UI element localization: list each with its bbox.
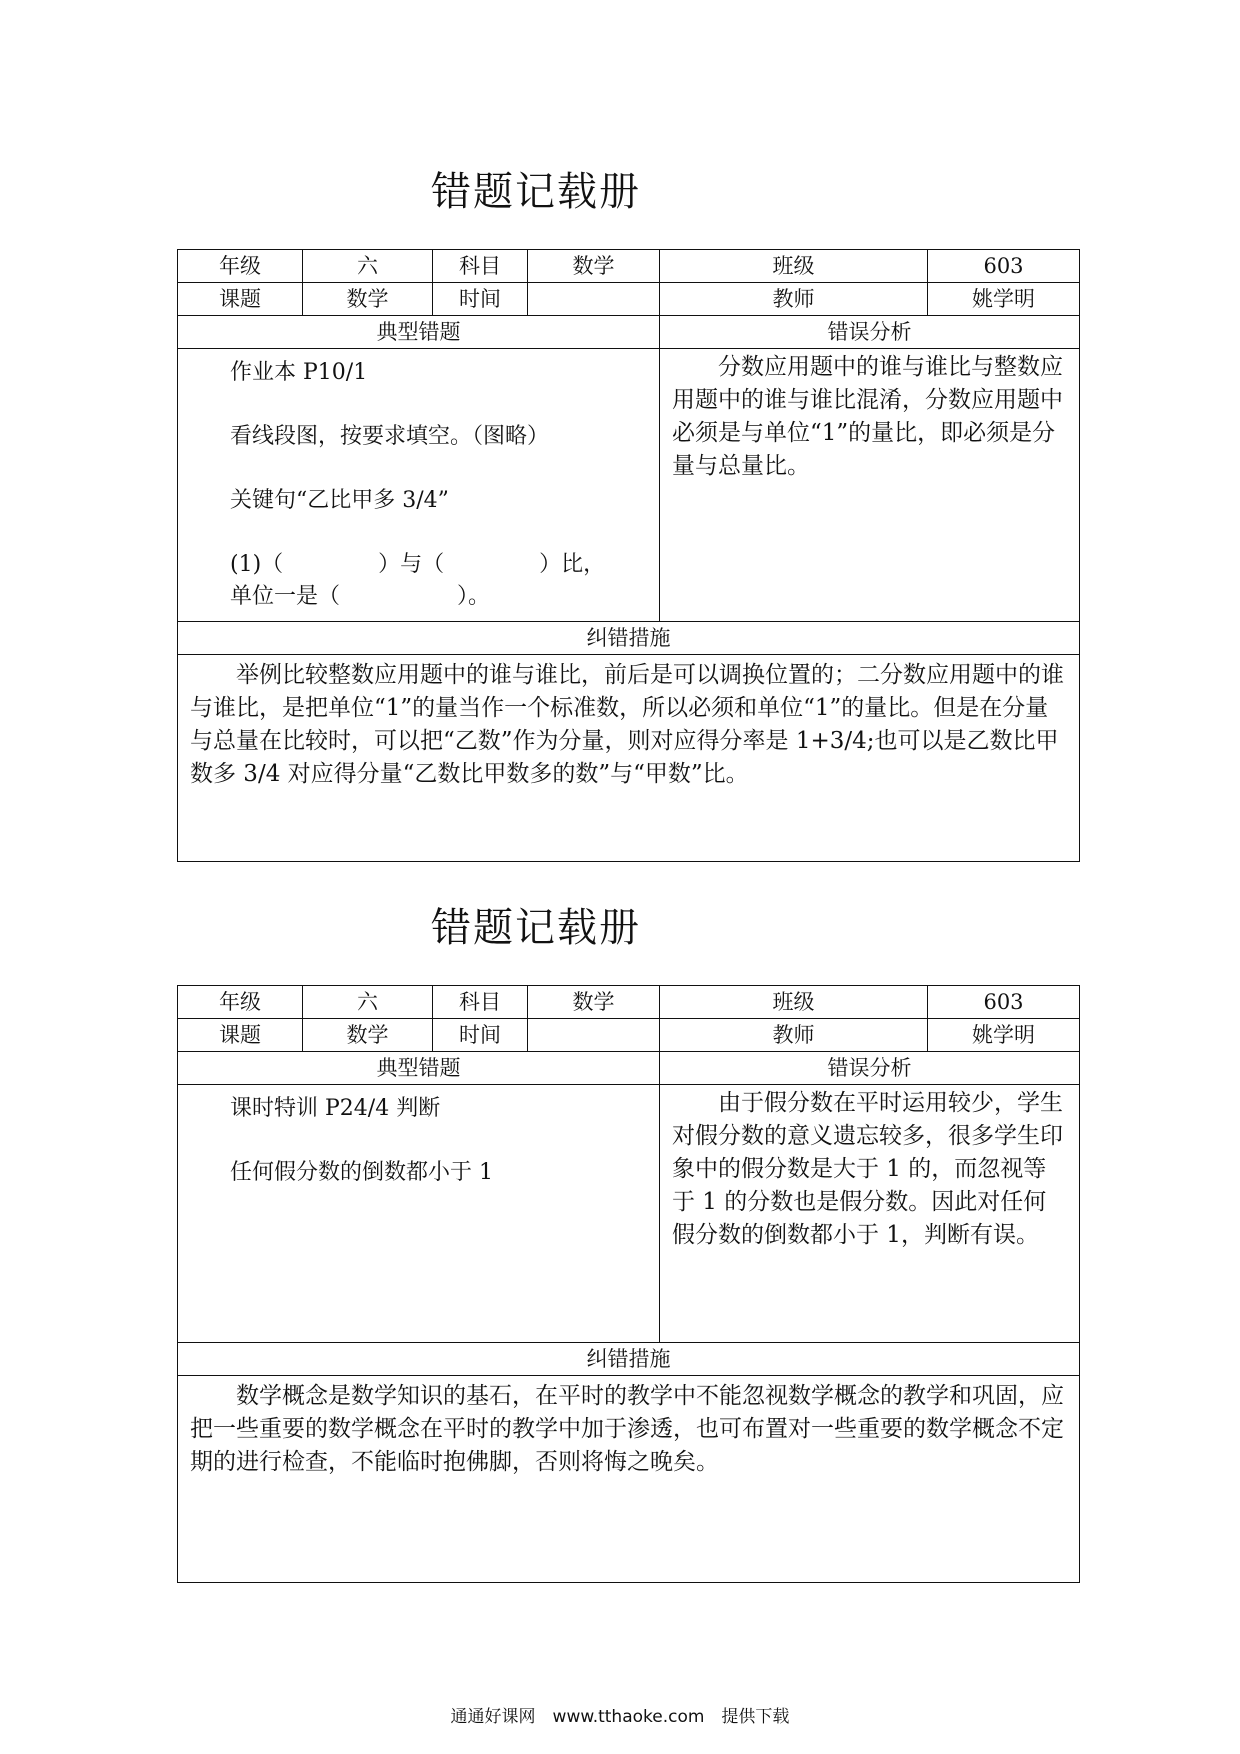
problem-header: 典型错题: [178, 316, 660, 349]
problem-line: (1)（ ）与（ ）比，: [230, 552, 606, 577]
measures-header: 纠错措施: [178, 1343, 1080, 1376]
class-value: 603: [928, 250, 1080, 283]
class-value: 603: [928, 986, 1080, 1019]
class-label: 班级: [660, 986, 928, 1019]
topic-value: 数学: [303, 283, 433, 316]
teacher-label: 教师: [660, 283, 928, 316]
time-value: [528, 283, 660, 316]
analysis-content: 分数应用题中的谁与谁比与整数应用题中的谁与谁比混淆，分数应用题中必须是与单位“1”的量比，即必须是分量与总量比。: [660, 349, 1080, 622]
error-record-table: [177, 985, 1080, 1583]
time-label: 时间: [433, 283, 528, 316]
problem-line: 单位一是（ ）。: [230, 584, 490, 609]
problem-line: 看线段图，按要求填空。（图略）: [230, 424, 550, 449]
teacher-value: 姚学明: [928, 283, 1080, 316]
record-title: 错题记载册: [431, 169, 641, 215]
record-title: 错题记载册: [431, 905, 641, 951]
topic-label: 课题: [178, 283, 303, 316]
measures-content: 举例比较整数应用题中的谁与谁比，前后是可以调换位置的；二分数应用题中的谁与谁比，是把单位“1”的量当作一个标准数，所以必须和单位“1”的量比。但是在分量与总量在比较时，可以把“乙数”作为分量，则对应得分率是 1+3/4;也可以是乙数比甲数多 3/4 对应得分量“乙数比甲数多的数”与“甲数”比。: [178, 655, 1080, 862]
analysis-content: 由于假分数在平时运用较少，学生对假分数的意义遗忘较多，很多学生印象中的假分数是大于 1 的，而忽视等于 1 的分数也是假分数。因此对任何假分数的倒数都小于 1，判断有误。: [660, 1085, 1080, 1343]
grade-label: 年级: [178, 986, 303, 1019]
measures-header: 纠错措施: [178, 622, 1080, 655]
time-value: [528, 1019, 660, 1052]
grade-label: 年级: [178, 250, 303, 283]
grade-value: 六: [303, 986, 433, 1019]
problem-line: 任何假分数的倒数都小于 1: [230, 1160, 493, 1185]
time-label: 时间: [433, 1019, 528, 1052]
analysis-header: 错误分析: [660, 1052, 1080, 1085]
teacher-label: 教师: [660, 1019, 928, 1052]
measures-content: 数学概念是数学知识的基石，在平时的教学中不能忽视数学概念的教学和巩固，应把一些重要的数学概念在平时的教学中加于渗透，也可布置对一些重要的数学概念不定期的进行检查，不能临时抱佛脚，否则将悔之晚矣。: [178, 1376, 1080, 1583]
footer-credit: 通通好课网 www.tthaoke.com 提供下载: [450, 1707, 790, 1727]
problem-content: [178, 1085, 660, 1343]
subject-value: 数学: [528, 986, 660, 1019]
topic-label: 课题: [178, 1019, 303, 1052]
error-record-table: [177, 249, 1080, 862]
class-label: 班级: [660, 250, 928, 283]
grade-value: 六: [303, 250, 433, 283]
analysis-header: 错误分析: [660, 316, 1080, 349]
subject-label: 科目: [433, 986, 528, 1019]
subject-value: 数学: [528, 250, 660, 283]
subject-label: 科目: [433, 250, 528, 283]
problem-line: 作业本 P10/1: [230, 360, 368, 385]
topic-value: 数学: [303, 1019, 433, 1052]
problem-line: 关键句“乙比甲多 3/4”: [230, 488, 449, 513]
problem-content: [178, 349, 660, 622]
problem-line: 课时特训 P24/4 判断: [230, 1096, 441, 1121]
teacher-value: 姚学明: [928, 1019, 1080, 1052]
problem-header: 典型错题: [178, 1052, 660, 1085]
